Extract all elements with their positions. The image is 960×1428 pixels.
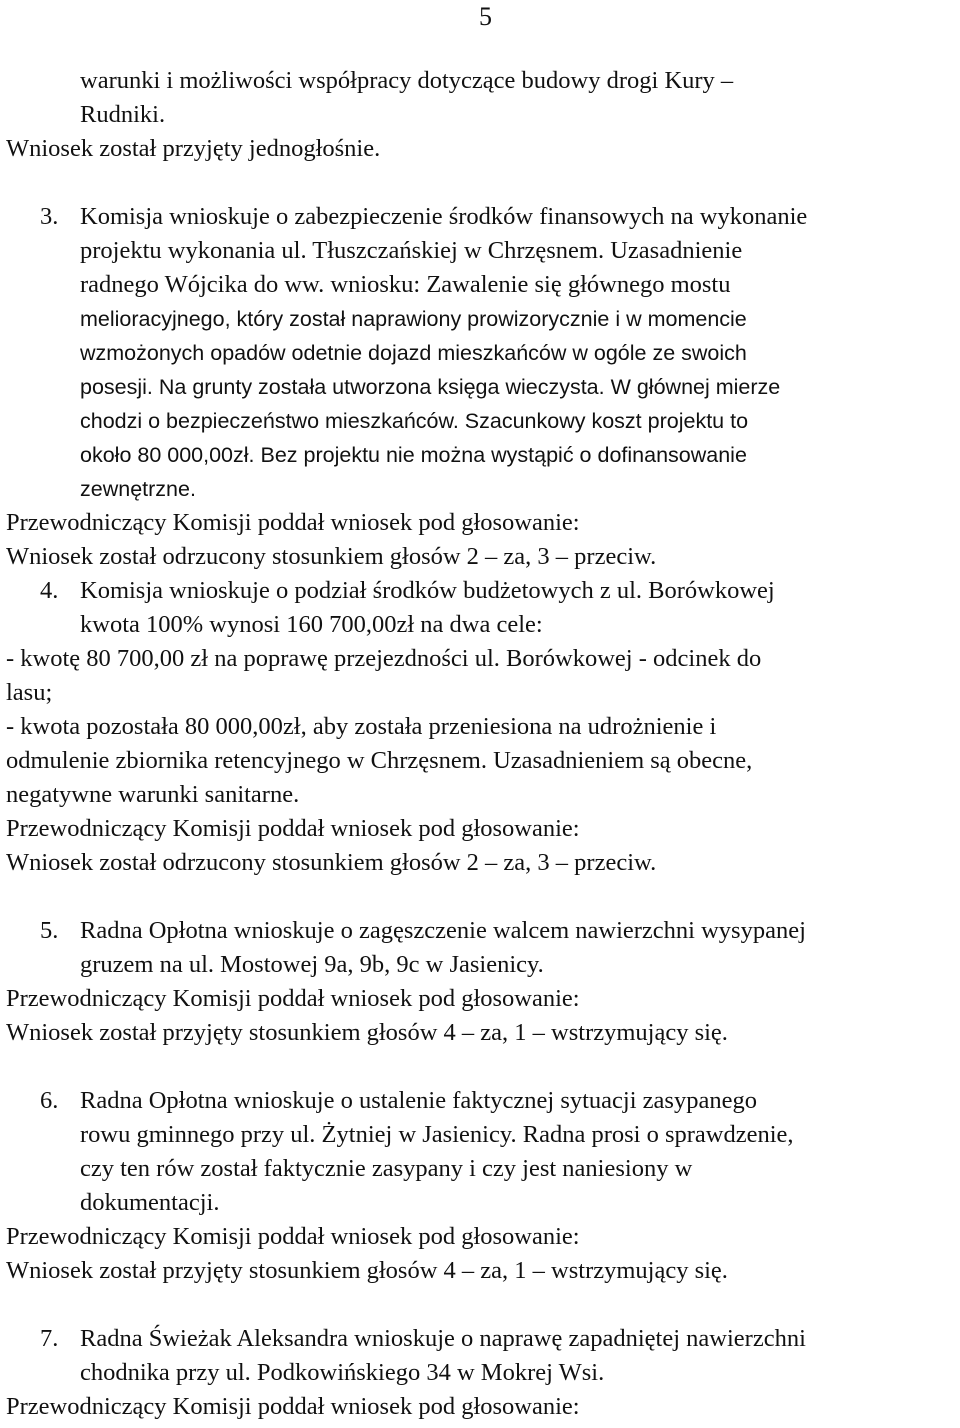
text-line: projektu wykonania ul. Tłuszczańskiej w Chrzęsnem. Uzasadnienie xyxy=(80,237,743,264)
list-item xyxy=(6,574,956,608)
text-line: wzmożonych opadów odetnie dojazd mieszkańców w ogóle ze swoich xyxy=(80,341,747,365)
text-line: Przewodniczący Komisji poddał wniosek pod głosowanie: xyxy=(6,1393,580,1420)
list-item-number: 6. xyxy=(40,1087,59,1114)
list-item xyxy=(6,1084,956,1118)
text-line: posesji. Na grunty została utworzona księga wieczysta. W głównej mierze xyxy=(80,375,781,399)
text-line: kwota 100% wynosi 160 700,00zł na dwa cele: xyxy=(80,611,543,638)
paragraph-gap xyxy=(6,1050,956,1084)
text-line: około 80 000,00zł. Bez projektu nie można wystąpić o dofinansowanie xyxy=(80,443,747,467)
list-item-text: Komisja wnioskuje o zabezpieczenie środków finansowych na wykonanie xyxy=(80,203,808,230)
list-item-text: Radna Opłotna wnioskuje o ustalenie faktycznej sytuacji zasypanego xyxy=(80,1087,757,1114)
text-line: czy ten rów został faktycznie zasypany i czy jest naniesiony w xyxy=(80,1155,693,1182)
paragraph-gap xyxy=(6,166,956,200)
list-item-number: 3. xyxy=(40,203,59,230)
text-line: Wniosek został przyjęty jednogłośnie. xyxy=(6,135,381,162)
document-body xyxy=(6,64,956,1424)
list-item-number: 7. xyxy=(40,1325,59,1352)
text-line: Przewodniczący Komisji poddał wniosek pod głosowanie: xyxy=(6,985,580,1012)
list-item-number: 4. xyxy=(40,577,59,604)
text-line: warunki i możliwości współpracy dotyczące budowy drogi Kury – xyxy=(80,67,734,94)
text-line: Rudniki. xyxy=(80,101,166,128)
text-line: Przewodniczący Komisji poddał wniosek pod głosowanie: xyxy=(6,509,580,536)
text-line: negatywne warunki sanitarne. xyxy=(6,781,300,808)
text-line: melioracyjnego, który został naprawiony prowizorycznie i w momencie xyxy=(80,307,747,331)
text-line: Przewodniczący Komisji poddał wniosek pod głosowanie: xyxy=(6,1223,580,1250)
text-line: rowu gminnego przy ul. Żytniej w Jasienicy. Radna prosi o sprawdzenie, xyxy=(80,1121,794,1148)
text-line: zewnętrzne. xyxy=(80,477,196,501)
list-item-text: Radna Opłotna wnioskuje o zagęszczenie walcem nawierzchni wysypanej xyxy=(80,917,806,944)
list-item xyxy=(6,200,956,234)
text-line: Wniosek został przyjęty stosunkiem głosów 4 – za, 1 – wstrzymujący się. xyxy=(6,1019,728,1046)
text-line: Wniosek został przyjęty stosunkiem głosów 4 – za, 1 – wstrzymujący się. xyxy=(6,1257,728,1284)
text-line: - kwota pozostała 80 000,00zł, aby została przeniesiona na udrożnienie i xyxy=(6,713,717,740)
paragraph-gap xyxy=(6,1288,956,1322)
text-line: Przewodniczący Komisji poddał wniosek pod głosowanie: xyxy=(6,815,580,842)
text-line: lasu; xyxy=(6,679,53,706)
text-line: chodnika przy ul. Podkowińskiego 34 w Mokrej Wsi. xyxy=(80,1359,605,1386)
text-line: odmulenie zbiornika retencyjnego w Chrzęsnem. Uzasadnieniem są obecne, xyxy=(6,747,753,774)
list-item xyxy=(6,1322,956,1356)
list-item-number: 5. xyxy=(40,917,59,944)
text-line: gruzem na ul. Mostowej 9a, 9b, 9c w Jasienicy. xyxy=(80,951,544,978)
text-line: - kwotę 80 700,00 zł na poprawę przejezdności ul. Borówkowej - odcinek do xyxy=(6,645,762,672)
text-line: radnego Wójcika do ww. wniosku: Zawalenie się głównego mostu xyxy=(80,271,731,298)
text-line: Wniosek został odrzucony stosunkiem głosów 2 – za, 3 – przeciw. xyxy=(6,849,657,876)
text-line: Wniosek został odrzucony stosunkiem głosów 2 – za, 3 – przeciw. xyxy=(6,543,657,570)
list-item-text: Komisja wnioskuje o podział środków budżetowych z ul. Borówkowej xyxy=(80,577,775,604)
list-item-text: Radna Świeżak Aleksandra wnioskuje o naprawę zapadniętej nawierzchni xyxy=(80,1325,806,1352)
list-item xyxy=(6,914,956,948)
text-line: chodzi o bezpieczeństwo mieszkańców. Szacunkowy koszt projektu to xyxy=(80,409,749,433)
text-line: dokumentacji. xyxy=(80,1189,220,1216)
paragraph-gap xyxy=(6,880,956,914)
page-number: 5 xyxy=(479,2,492,31)
